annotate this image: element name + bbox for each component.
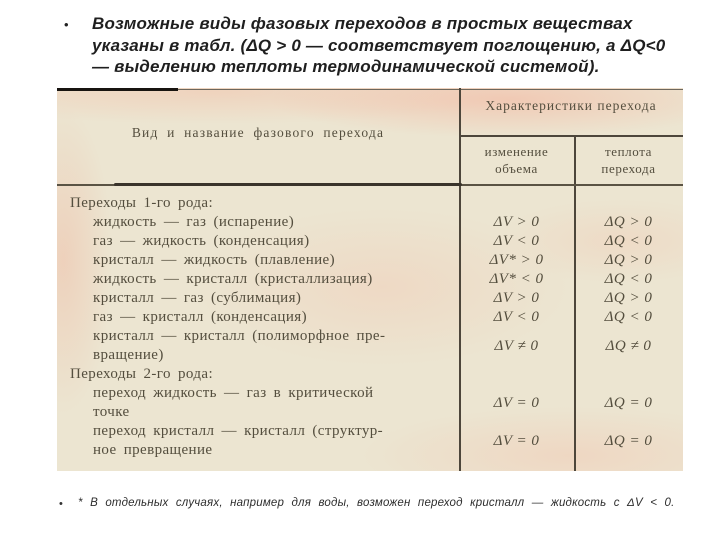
row-transition-name	[57, 365, 459, 384]
row-heat-value: ΔQ > 0	[604, 252, 653, 268]
table-row	[57, 422, 683, 460]
transition-label-line: Переходы 1-го рода:	[70, 195, 214, 211]
row-transition-name	[57, 232, 459, 251]
row-heat-value: ΔQ > 0	[604, 290, 653, 306]
row-heat-value: ΔQ < 0	[604, 233, 653, 249]
table-row	[57, 232, 683, 251]
scan-top-edge-thin	[178, 89, 683, 90]
transition-label-line: ное превращение	[93, 442, 213, 458]
table-row	[57, 213, 683, 232]
row-volume-change-value: ΔV < 0	[493, 309, 540, 325]
row-heat-value: ΔQ = 0	[604, 394, 653, 411]
row-volume-change-value: ΔV > 0	[493, 290, 540, 306]
row-volume-change-value: ΔV = 0	[493, 394, 540, 411]
transition-label-line: жидкость — кристалл (кристаллизация)	[93, 271, 373, 287]
column-header-volume-change: изменение объема	[484, 144, 549, 176]
transition-label-line: точке	[93, 404, 130, 420]
row-transition-name	[57, 270, 459, 289]
table-row	[57, 194, 683, 213]
table-row	[57, 308, 683, 327]
row-heat-value: ΔQ < 0	[604, 309, 653, 325]
row-volume-change-value: ΔV* < 0	[489, 271, 544, 287]
title-line-1: Возможные виды фазовых переходов в простых веществах	[92, 14, 633, 33]
row-transition-name	[57, 308, 459, 327]
scan-top-edge-dark	[57, 88, 178, 91]
column-header-transition: Вид и название фазового перехода	[131, 125, 385, 140]
row-transition-name	[57, 384, 459, 422]
row-heat-value: ΔQ < 0	[604, 271, 653, 287]
slide-title	[92, 13, 692, 78]
transition-label-line: кристалл — жидкость (плавление)	[93, 252, 335, 268]
row-transition-name	[57, 251, 459, 270]
title-line-3: — выделению теплоты термодинамической системой).	[92, 57, 600, 76]
table-row	[57, 251, 683, 270]
title-bullet: •	[64, 17, 69, 32]
row-volume-change-value: ΔV > 0	[493, 214, 540, 230]
table-row	[57, 384, 683, 422]
row-volume-change-value: ΔV* > 0	[489, 252, 544, 268]
transition-label-line: газ — кристалл (конденсация)	[93, 309, 307, 325]
row-volume-change-value: ΔV < 0	[493, 233, 540, 249]
transition-label-line: переход кристалл — кристалл (структур-	[93, 423, 384, 439]
transition-label-line: переход жидкость — газ в критической	[93, 385, 374, 401]
table-row	[57, 365, 683, 384]
scanned-table-image	[57, 88, 683, 471]
table-body	[57, 194, 683, 460]
transition-label-line: жидкость — газ (испарение)	[93, 214, 295, 230]
transition-label-line: кристалл — кристалл (полиморфное пре-	[93, 328, 386, 344]
table-row	[57, 270, 683, 289]
transition-label-line: вращение)	[93, 347, 164, 363]
table-header-subdivider	[459, 135, 683, 137]
row-heat-value: ΔQ = 0	[604, 432, 653, 449]
row-transition-name	[57, 194, 459, 213]
row-transition-name	[57, 289, 459, 308]
column-header-transition-heat: теплота перехода	[601, 144, 656, 176]
row-transition-name	[57, 327, 459, 365]
row-volume-change-value: ΔV ≠ 0	[494, 337, 539, 354]
table-header-divider-bold	[114, 183, 462, 186]
footnote-bullet: •	[59, 498, 63, 510]
row-heat-value: ΔQ > 0	[604, 214, 653, 230]
title-line-2: указаны в табл. (ΔQ > 0 — соответствует поглощению, а ΔQ<0	[92, 35, 666, 55]
transition-label-line: Переходы 2-го рода:	[70, 366, 214, 382]
footnote: * В отдельных случаях, например для воды, возможен переход кристалл — жидкость с ΔV < 0.	[78, 497, 675, 509]
row-transition-name	[57, 422, 459, 460]
transition-label-line: кристалл — газ (сублимация)	[93, 290, 302, 306]
transition-label-line: газ — жидкость (конденсация)	[93, 233, 310, 249]
row-volume-change-value: ΔV = 0	[493, 432, 540, 449]
row-transition-name	[57, 213, 459, 232]
table-row	[57, 289, 683, 308]
column-header-characteristics: Характеристики перехода	[485, 98, 657, 113]
row-heat-value: ΔQ ≠ 0	[605, 337, 652, 354]
table-row	[57, 327, 683, 365]
